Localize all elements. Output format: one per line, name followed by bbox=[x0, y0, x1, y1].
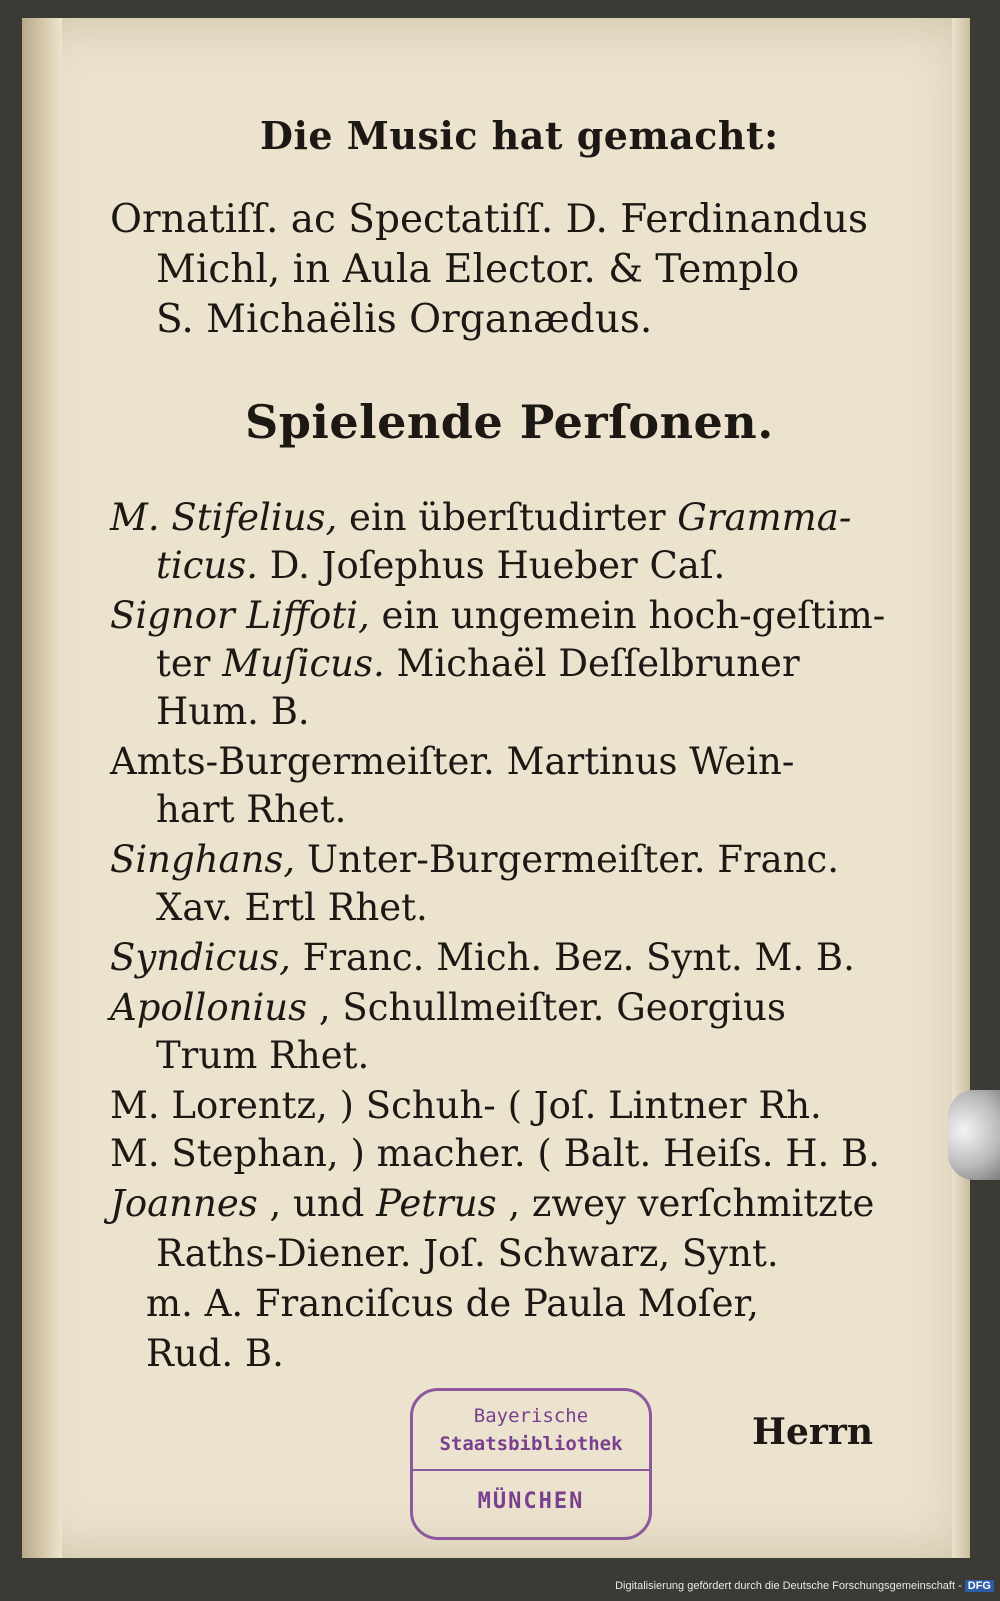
cast-line-16: Raths-Diener. Joſ. Schwarz, Synt. bbox=[156, 1232, 779, 1275]
stamp-divider bbox=[413, 1469, 649, 1471]
role-name: M. Stifelius, bbox=[110, 496, 338, 539]
cast-line-9: Xav. Ertl Rhet. bbox=[156, 886, 428, 929]
cast-line-4 bbox=[156, 640, 800, 688]
page-gutter bbox=[22, 18, 62, 1558]
cast-line-11 bbox=[110, 984, 786, 1032]
role-name: Joannes bbox=[110, 1182, 258, 1225]
role-desc: Unter-Burgermeiſter. Franc. bbox=[295, 838, 840, 881]
cast-heading: Spielende Perſonen. bbox=[245, 395, 774, 449]
role-desc: , und bbox=[257, 1182, 377, 1225]
role-desc: , zwey verſchmitzte bbox=[496, 1182, 875, 1225]
dfg-logo: DFG bbox=[965, 1580, 994, 1592]
cast-line-12: Trum Rhet. bbox=[156, 1034, 370, 1077]
actor-name: Franc. Mich. Bez. Synt. M. B. bbox=[290, 936, 855, 979]
cast-line-5: Hum. B. bbox=[156, 690, 310, 733]
stamp-line-2: Staatsbibliothek bbox=[439, 1433, 623, 1455]
cast-line-15 bbox=[110, 1180, 874, 1228]
role-desc: ter bbox=[156, 642, 223, 685]
role-desc-latin: Muſicus. bbox=[222, 642, 385, 685]
library-stamp bbox=[410, 1388, 652, 1540]
stamp-line-1: Bayerische bbox=[473, 1405, 589, 1427]
role-name: Apollonius bbox=[110, 986, 308, 1029]
music-heading: Die Music hat gemacht: bbox=[260, 113, 779, 158]
cast-line-6: Amts-Burgermeiſter. Martinus Wein- bbox=[110, 740, 795, 783]
cast-line-3 bbox=[110, 592, 885, 640]
role-name: Petrus bbox=[376, 1182, 497, 1225]
cast-line-8 bbox=[110, 836, 839, 884]
cast-line-17: m. A. Franciſcus de Paula Moſer, bbox=[146, 1282, 759, 1325]
composer-line-2: Michl, in Aula Elector. & Templo bbox=[156, 247, 800, 292]
role-desc: ein überſtudirter bbox=[337, 496, 678, 539]
composer-line-1: Ornatiſſ. ac Spectatiſſ. D. Ferdinandus bbox=[110, 197, 868, 242]
cast-line-1 bbox=[110, 494, 851, 542]
role-name: Signor Liffoti, bbox=[110, 594, 370, 637]
role-desc-latin: Gramma- bbox=[677, 496, 852, 539]
page-edge bbox=[952, 18, 970, 1558]
composer-line-3: S. Michaëlis Organædus. bbox=[156, 297, 653, 342]
page-clip bbox=[948, 1090, 1000, 1180]
cast-line-2 bbox=[156, 542, 725, 590]
catchword: Herrn bbox=[752, 1411, 874, 1453]
actor-name: D. Joſephus Hueber Caſ. bbox=[258, 544, 726, 587]
role-desc: ein ungemein hoch-geſtim- bbox=[369, 594, 886, 637]
role-desc-latin: ticus. bbox=[156, 544, 259, 587]
footer-credit bbox=[615, 1580, 994, 1592]
cast-line-18: Rud. B. bbox=[146, 1332, 284, 1375]
role-desc: , Schullmeiſter. Georgius bbox=[307, 986, 786, 1029]
stamp-line-3: MÜNCHEN bbox=[477, 1489, 585, 1514]
actor-name: Michaël Deſſelbruner bbox=[384, 642, 800, 685]
cast-line-10 bbox=[110, 934, 855, 982]
footer-text: Digitalisierung gefördert durch die Deutsche Forschungsgemeinschaft - bbox=[615, 1580, 962, 1592]
cast-line-7: hart Rhet. bbox=[156, 788, 347, 831]
role-name: Singhans, bbox=[110, 838, 296, 881]
cast-line-13: M. Lorentz, ) Schuh- ( Joſ. Lintner Rh. bbox=[110, 1084, 822, 1127]
cast-line-14: M. Stephan, ) macher. ( Balt. Heiſs. H. B. bbox=[110, 1132, 880, 1175]
role-name: Syndicus, bbox=[110, 936, 291, 979]
